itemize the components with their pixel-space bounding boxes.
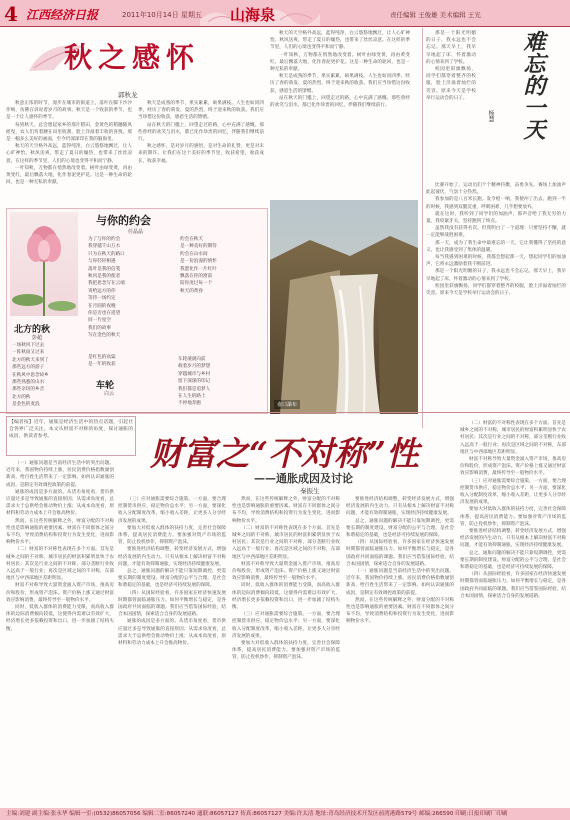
poem-title: 车轮 [96,381,115,391]
paragraph: （二）财富的不对称性表现在多个方面。首先是城乡之间的不对称，城市居民的财富积累明显快于农村居民；其次是行业之间的不对称，部分垄断行业收入远高于一般行业；再次是区域之间的不对称，东部地区与中西部地区差距明显。 [460,421,566,455]
poem-author: 彭超 [32,335,43,341]
poem-line: 留下深深的印记 [178,379,211,385]
paragraph: 同时，低收入群体的消费能力受限，而高收入群体的边际消费倾向较低，这使得内需难以有效扩大，经济增长更多依赖投资和出口，进一步加剧了结构失衡。 [232,583,340,611]
waterfall-icon [270,200,418,414]
poem-line: 你是否也在遥望 [88,311,121,317]
poem-line: 约会在山水间 [180,251,208,257]
poem-title: 北方的秋 [14,325,51,335]
paragraph: 同时，低收入群体的消费能力受限，而高收入群体的边际消费倾向较低，这使得内需难以有效扩大，经济增长更多依赖投资和出口，进一步加剧了结构失衡。 [6,605,114,632]
poem-line: 一场秋风下过去 [12,343,45,348]
lotus-icon [10,212,78,316]
lead-title: 财富之“不对称”性 [150,434,419,473]
poem-line: 写在金色的秋天 [88,333,121,339]
paragraph: 总之，通胀问题的解决不能只靠短期调控，更需要长期的制度建设。财富分配的公平与合理，是社会和谐稳定的基础，也是经济可持续发展的保障。 [118,569,226,589]
paragraph: 总之，通胀问题的解决不能只靠短期调控，更需要长期的制度建设。财富分配的公平与合理，是社会和谐稳定的基础，也是经济可持续发展的保障。 [346,518,454,539]
poem-lines-col2 [180,236,264,348]
poem-line: 只为在秋天的路口 [88,251,125,257]
paragraph: 秋天是成熟的季节，果实累累，硕果满枝。人生也如同四季，经历了春的萌发、夏的热烈，终于迎来秋的收获。我们应当珍惜这份收获，感恩生活的馈赠。 [138,101,264,121]
poem-line: 不停地奔跑 [178,401,201,407]
poem-line: 北方的秋天来到了 [12,357,49,363]
paragraph: 然而，在这些传统解释之外，财富分配的不对称性也是影响通胀的重要因素。财富在不同群体之间分布不均，导致消费结构和投资行为发生变化，进而影响物价水平。 [6,518,114,546]
paragraph: 那是一个阳光明媚的日子，我永远也不会忘记。那天早上，我早早地起了床，怀着激动的心情来到了学校。 [426,269,566,282]
paragraph: 那是一个阳光明媚的日子，我永远也不会忘记。那天早上，我早早地起了床，怀着激动的心情来到了学校。 [426,31,476,65]
paragraph: （四）从国际经验看，许多国家在经济快速发展时期都曾面临通胀压力。如何平衡增长与稳定，是各国政府共同面临的课题。我们应当借鉴国际经验，结合本国国情，探索适合自身的发展道路。 [346,540,454,567]
paragraph: （二）财富的不对称性表现在多个方面。首先是城乡之间的不对称，城市居民的财富积累明显快于农村居民；其次是行业之间的不对称，部分垄断行业收入远高于一般行业；再次是区域之间的不对称，东部地区与中西部地区差距明显。 [232,525,340,560]
article-body-col2 [138,100,264,206]
paragraph: （一）通胀问题是当前经济生活中的突出问题。近年来，我国物价持续上涨，居民消费价格指数屡创新高，给百姓生活带来了一定影响。如何认识通胀的成因，是制定有效调控政策的前提。 [6,461,114,488]
waterfall-photo [270,200,418,414]
poem-line: 飘落在你的窗前 [180,274,213,280]
paragraph: 秋之感怀，是对岁月的感悟，是对生命的礼赞，更是对未来的期许。让我们在这个美好的季节里，收获希望，收获成长，收获幸福。 [138,144,264,164]
paragraph: 通胀的成因是多方面的。从货币角度看，货币供应量过多是导致通胀的直接原因；从需求角度看，总需求大于总供给会推动物价上涨；从成本角度看，原材料和劳动力成本上升会推高物价。 [118,619,226,647]
lead-author: 秦振生 [300,487,320,495]
poem-line: 一阵秋雨又过来 [12,350,45,356]
poem-line: 我们的故事 [88,325,111,331]
paragraph: （四）从国际经验看，许多国家在经济快速发展时期都曾面临通胀压力。如何平衡增长与稳定，是各国政府共同面临的课题。我们应当借鉴国际经验，结合本国国情，探索适合自身的发展道路。 [460,572,566,599]
paragraph: 比赛开始了，运动员们个个精神抖擞，奋勇争先。赛场上加油声此起彼伏，气氛十分热烈。 [426,183,566,196]
poem-line: 那些亲切的乡音 [12,387,45,393]
paragraph: 我参加的是八百米长跑。发令枪一响，我便冲了出去。跑到一半的时候，我感到双腿沉重，呼吸困难，几乎想要放弃。 [426,197,566,210]
poem-author: 白云 [104,391,115,397]
poem-line: 车轮滚滚向前 [178,357,206,362]
paragraph: 秋天的天空格外高远，蓝得纯净，白云悠悠地飘过，让人心旷神怡。秋风送爽，带走了夏日的燥热，也带来了丝丝凉意。在这样的季节里，人们的心境也变得平和而宁静。 [270,31,410,51]
poem-line: 在人生的路上 [178,394,206,400]
lead-body-col5 [460,420,566,804]
paragraph: 秋天是成熟的季节，果实累累，硕果满枝。人生也如同四季，经历了春的萌发、夏的热烈，终于迎来秋的收获。我们应当珍惜这份收获，感恩生活的馈赠。 [270,74,410,94]
poem-title: 与你的约会 [96,214,151,227]
poem-line: 载着岁月的梦想 [178,364,211,370]
poem-lines-col1 [88,236,172,348]
paragraph: 通胀的成因是多方面的。从货币角度看，货币供应量过多是导致通胀的直接原因；从需求角度看，总需求大于总供给会推动物价上涨；从成本角度看，原材料和劳动力成本上升会推高物价。 [6,489,114,517]
paragraph: 然而，在这些传统解释之外，财富分配的不对称性也是影响通胀的重要因素。财富在不同群体之间分布不均，导致消费结构和投资行为发生变化，进而影响物价水平。 [232,497,340,524]
lead-body-col4 [346,496,454,804]
article-title-block [12,28,240,88]
page-number: 4 [4,2,18,26]
poem-line: 我穿越千山万水 [88,244,121,250]
editor-credits: 责任编辑 王俊雄 美术编辑 王光 [390,11,481,19]
poem-line: 在月圆的夜晚 [88,303,116,309]
paragraph: （三）应对通胀需要综合施策。一方面，要合理控制货币供应，稳定物价总水平；另一方面，要深化收入分配制度改革，缩小收入差距，让更多人分享经济发展的成果。 [118,497,226,524]
paragraph: 财富不对称导致大量资金涌入资产市场，推高房价和股价，形成资产泡沫。资产价格上涨又通过财富效应影响消费，最终传导至一般物价水平。 [232,561,340,582]
paragraph: （三）应对通胀需要综合施策。一方面，要合理控制货币供应，稳定物价总水平；另一方面，要深化收入分配制度改革，缩小收入差距，让更多人分享经济发展的成果。 [460,478,566,506]
lead-body-col3 [232,496,340,804]
poem-line: 是一份浪漫的情怀 [180,259,217,265]
paragraph: 然而，在这些传统解释之外，财富分配的不对称性也是影响通胀的重要因素。财富在不同群体之间分布不均，导致消费结构和投资行为发生变化，进而影响物价水平。 [346,597,454,625]
article-title: 秋之感怀 [64,41,201,74]
photo-caption: 壶口瀑布 [274,400,300,409]
paragraph: 校园里彩旗飘扬，同学们都穿着整齐的校服，脸上洋溢着灿烂的笑容。原来今天是学校举行运动会的日子。 [426,67,476,101]
paragraph: 就在这时，我听到了同学们的加油声，那声音给了我无穷的力量。我咬紧牙关，坚持跑到了终点。 [426,211,566,225]
date-line: 2011年10月14日 星期五 [122,11,202,19]
paragraph: （一）通胀问题是当前经济生活中的突出问题。近年来，我国物价持续上涨，居民消费价格指数屡创新高，给百姓生活带来了一定影响。如何认识通胀的成因，是制定有效调控政策的前提。 [346,569,454,596]
poem-author: 任晶晶 [128,229,144,235]
poem-line: 我把思念写在云端 [88,281,125,287]
vertical-title: 难忘的一天 [520,30,546,140]
poem-line: 陪你度过每一个 [180,281,213,287]
poem-lines [178,356,264,410]
poem-line: 那些熟悉的山水 [12,380,45,386]
article-body-col1 [426,30,476,180]
poem-line: 穿越城市与乡村 [178,371,211,377]
poem-line: 秋风是我的使者 [88,274,121,280]
paragraph: 站在秋天的门槛上，回望走过的路，心中充满了感慨。那些曾经的欢笑与泪水，都已化作珍贵的回忆，伴随我们继续前行。 [270,95,410,109]
section-divider [0,412,570,413]
poem-line: 在秋风中思念故乡 [12,372,49,378]
poem-line: 我们都是追梦人 [178,386,211,392]
poem-line: 是金色的麦浪 [12,402,40,408]
poem-line: 秋天的黄昏 [180,288,203,294]
paragraph: （四）从国际经验看，许多国家在经济快速发展时期都曾面临通胀压力。如何平衡增长与稳定，是各国政府共同面临的课题。我们应当借鉴国际经验，结合本国国情，探索适合自身的发展道路。 [118,590,226,618]
poem-line: 是一年的收获 [88,362,116,368]
article-body-col1 [6,100,132,206]
paragraph: 要加大对低收入群体的扶持力度，完善社会保障体系，提高居民消费能力。要加强对资产市场的监管，防止投机炒作，抑制资产泡沫。 [118,525,226,546]
paragraph: 要推进经济结构调整，转变经济发展方式，增强经济发展的内生动力。只有从根本上解决财富不对称问题，才能有效抑制通胀，实现经济持续健康发展。 [346,497,454,517]
poem-line: 寄给远方的你 [88,288,116,294]
poem-line: 同一片星空 [88,318,111,324]
poem-line: 约会在秋天 [180,237,203,242]
paragraph: 财富不对称导致大量资金涌入资产市场，推高房价和股价，形成资产泡沫。资产价格上涨又通过财富效应影响消费，最终传导至一般物价水平。 [460,457,566,477]
paragraph: 要推进经济结构调整，转变经济发展方式，增强经济发展的内生动力。只有从根本上解决财富不对称问题，才能有效抑制通胀，实现经济持续健康发展。 [118,547,226,567]
poem-line: 等待一场约定 [88,296,116,302]
paragraph: 每当我遇到困难的时候，我都会想起那一天，想起同学们的加油声，它将永远激励着我不断前进。 [426,255,566,268]
paragraph: 一叶知秋，万物都在悄然地改变着。树叶由绿变黄，再由黄变红，最后飘落大地，化作春泥更护花。这是一种生命的轮回，也是一种无私的奉献。 [270,52,410,73]
paragraph: 要推进经济结构调整，转变经济发展方式，增强经济发展的内生动力。只有从根本上解决财富不对称问题，才能有效抑制通胀，实现经济持续健康发展。 [460,529,566,549]
page-footer: 主编:刘建 副主编:张永华 编辑一室:(0532)86057056 编辑二室:86057240 通联:86057127 传真:86057127 美编:许太清 地址:青岛经济技术开发区前湾港路579号 邮编:266590 印刷:日报印刷厂印刷 [0,808,570,820]
poem-line: 那些远方的游子 [12,365,45,371]
paragraph: 站在秋天的门槛上，回望走过的路，心中充满了感慨。那些曾经的欢笑与泪水，都已化作珍贵的回忆，伴随我们继续前行。 [138,122,264,143]
paragraph: 财富不对称导致大量资金涌入资产市场，推高房价和股价，形成资产泡沫。资产价格上涨又通过财富效应影响消费，最终传导至一般物价水平。 [6,583,114,603]
paragraph: 总之，通胀问题的解决不能只靠短期调控，更需要长期的制度建设。财富分配的公平与合理，是社会和谐稳定的基础，也是经济可持续发展的保障。 [460,550,566,571]
article-body-col2 [426,182,566,422]
section-title: 山海泉 [230,6,276,24]
lotus-image [10,212,78,316]
paragraph: 每到秋天，总会想起家乡的那片稻田，金黄色的稻穗随风摇曳，农人们弯着腰在田里收割，脸上洋溢着丰收的喜悦。那是一幅多么美好的画面，至今仍深深印在我的脑海里。 [6,122,132,143]
paper-name: 江西经济日报 [26,8,99,22]
vertical-title-block [476,30,566,180]
lead-subtitle: ——通胀成因及讨论 [254,472,353,485]
header-divider [0,26,570,27]
paragraph: 秋意正浓的时节，漫步在城市的街道上，落叶在脚下沙沙作响，仿佛在诉说着岁月的故事。秋天是一个收获的季节，也是一个让人感怀的季节。 [6,101,132,121]
poem-line: 为了与你的约会 [88,237,121,242]
paragraph: （二）财富的不对称性表现在多个方面。首先是城乡之间的不对称，城市居民的财富积累明显快于农村居民；其次是行业之间的不对称，部分垄断行业收入远高于一般行业；再次是区域之间的不对称，东部地区与中西部地区差距明显。 [6,547,114,582]
paragraph: （三）应对通胀需要综合施策。一方面，要合理控制货币供应，稳定物价总水平；另一方面，要深化收入分配制度改革，缩小收入差距，让更多人分享经济发展的成果。 [232,612,340,639]
article-author: 郭秋龙 [118,91,138,99]
vertical-author: 杨慧 [487,110,494,122]
poem-line: 是红色的高粱 [88,355,116,360]
poem-line: 我愿化作一片红叶 [180,266,217,272]
poem-line: 是一种美好的期待 [180,244,217,250]
paragraph: 虽然我没有获得名次，但我明白了一个道理：只要坚持不懈，就一定能够战胜困难。 [426,226,566,239]
poem-lines [12,342,82,410]
editor-note: 【编者按】近年，通胀是经济生活中的热点话题，引起社会各界广泛关注。本文从财富不对称的角度，探讨通胀的成因，供读者参考。 [6,416,136,456]
paragraph: 那一天，成为了我生命中最难忘的一天。它让我懂得了坚持的意义，也让我感受到了集体的温暖。 [426,240,566,253]
lead-body-col2 [118,496,226,804]
column-divider [422,28,423,428]
lead-body-col1 [6,460,114,804]
paragraph: 秋天的天空格外高远，蓝得纯净，白云悠悠地飘过，让人心旷神怡。秋风送爽，带走了夏日的燥热，也带来了丝丝凉意。在这样的季节里，人们的心境也变得平和而宁静。 [6,144,132,164]
paragraph: 校园里彩旗飘扬，同学们都穿着整齐的校服，脸上洋溢着灿烂的笑容。原来今天是学校举行运动会的日子。 [426,283,566,297]
article-body-col3 [270,30,410,196]
paragraph: 要加大对低收入群体的扶持力度，完善社会保障体系，提高居民消费能力。要加强对资产市场的监管，防止投机炒作，抑制资产泡沫。 [232,641,340,661]
poem-line: 落叶是我的信笺 [88,266,121,272]
paragraph: 要加大对低收入群体的扶持力度，完善社会保障体系，提高居民消费能力。要加强对资产市场的监管，防止投机炒作，抑制资产泡沫。 [460,507,566,527]
page-header [0,0,570,26]
paragraph: 一叶知秋，万物都在悄然地改变着。树叶由绿变黄，再由黄变红，最后飘落大地，化作春泥更护花。这是一种生命的轮回，也是一种无私的奉献。 [6,165,132,186]
poem-line: 北方的秋 [12,394,31,400]
poem-line: 与你轻轻相遇 [88,259,116,265]
